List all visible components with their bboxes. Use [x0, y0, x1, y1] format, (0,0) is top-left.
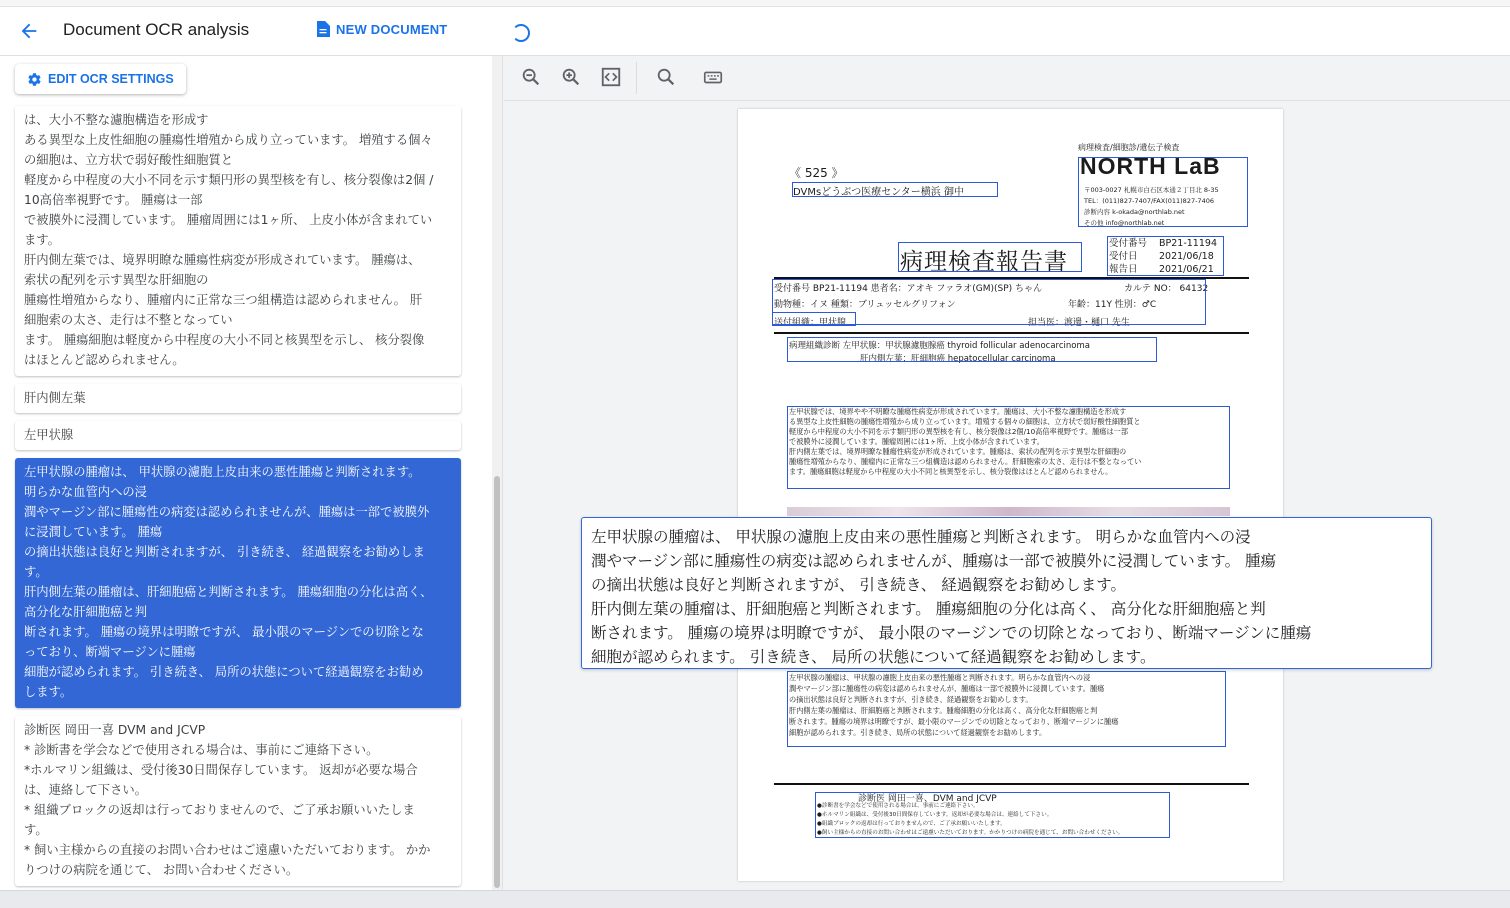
keyboard-icon[interactable] [702, 66, 726, 90]
document-icon [316, 21, 330, 37]
ocr-block[interactable] [15, 384, 461, 413]
ocr-block-line: 潤やマージン部に腫瘍性の病変は認められませんが、腫瘍は一部で被膜外 [24, 505, 430, 519]
zoom-out-icon[interactable] [520, 66, 544, 90]
doctor-in-charge: 担当医：渡邊・樋口 先生 [1028, 318, 1130, 328]
ocr-text-tooltip: 左甲状腺の腫瘤は、 甲状腺の濾胞上皮由来の悪性腫瘍と判断されます。 明らかな血管内への浸 潤やマージン部に腫瘍性の病変は認められませんが、腫瘍は一部で被膜外に浸潤しています。 腫瘍 の摘出状態は良好と判断されますが、 引き続き、 経過観察をお勧めします。 肝内側左葉の腫瘤は、肝細胞癌と判断されます。 腫瘍細胞の分化は高く、 高分化な肝細胞癌と判 断されます。 腫瘍の境界は明瞭ですが、 最小限のマージンでの切除となっており、断端マージンに腫瘍 細胞が認められます。 引き続き、 局所の状態について経過観察をお勧めします。 [581, 517, 1432, 669]
diagnosis-line-2: 肝内側左葉：肝細胞癌 hepatocellular carcinoma [860, 354, 1056, 364]
zoom-in-icon[interactable] [560, 66, 584, 90]
ocr-block-line: 肝内側左葉 [24, 391, 86, 405]
ocr-block-line: * 飼い主様からの直接のお問い合わせはご遠慮いただいております。 かか [24, 843, 431, 857]
ocr-block-line: 左甲状腺 [24, 428, 74, 442]
new-document-label: NEW DOCUMENT [336, 21, 448, 37]
ocr-box[interactable] [787, 337, 1157, 362]
ocr-block-line: の細胞は、立方状で弱好酸性細胞質と [24, 153, 234, 167]
footer-rule [774, 783, 1249, 785]
ocr-block-line: っており、断端マージンに腫瘍 [24, 645, 196, 659]
ocr-block-line: 肝内側左葉の腫瘤は、肝細胞癌と判断されます。 腫瘍細胞の分化は高く、 [24, 585, 433, 599]
footer-notes: ●診断書を学会などで使用される場合は、事前にご連絡下さい。 ●ホルマリン組織は、受付後30日間保存しています。返却が必要な場合は、連絡して下さい。 ●組織ブロックの返却は行っておりませんので、ご了承お願いいたします。 ●飼い主様からの直接のお問い合わせはご遠慮いただいております。かかりつけの病院を通じて、お問い合わせください。 [817, 803, 1124, 836]
ocr-results-panel [0, 56, 503, 890]
ocr-block-line: は、大小不整な濾胞構造を形成す [24, 113, 209, 127]
viewer-toolbar [504, 56, 1510, 101]
ocr-block-list [15, 106, 461, 894]
ocr-block-line: の摘出状態は良好と判断されますが、 引き続き、 経過観察をお勧めしま [24, 545, 425, 559]
ocr-block-line: 高分化な肝細胞癌と判 [24, 605, 147, 619]
tissue-sent: 送付組織：甲状腺 [774, 318, 847, 328]
ocr-block-line: 診断医 岡田一喜 DVM and JCVP [24, 723, 206, 737]
ocr-block-line: *ホルマリン組織は、受付後30日間保存しています。 返却が必要な場合 [24, 763, 418, 777]
report-title: 病理検査報告書 [900, 249, 1068, 275]
status-bar [0, 890, 1510, 908]
meta-values: BP21-11194 2021/06/18 2021/06/21 [1159, 238, 1217, 275]
patient-line-1: 受付番号 BP21-11194 患者名：アオキ ファラオ(GM)(SP) ちゃん [774, 284, 1043, 294]
ocr-block-line: ます。 腫瘍細胞は軽度から中程度の大小不同と核異型を示し、 核分裂像 [24, 333, 425, 347]
ocr-block-line: 肝内側左葉では、境界明瞭な腫瘍性病変が形成されています。 腫瘍は、 [24, 253, 421, 267]
ocr-block-line: 10高倍率視野です。 腫瘍は一部 [24, 193, 203, 207]
edit-ocr-settings-button[interactable] [15, 64, 186, 94]
document-viewer [504, 56, 1510, 890]
ocr-box[interactable] [898, 242, 1082, 272]
ocr-block-line: す。 [24, 823, 48, 837]
patient-rule [774, 332, 1249, 334]
ocr-block-line: します。 [24, 685, 73, 699]
fit-to-width-icon[interactable] [600, 66, 624, 90]
ocr-block[interactable] [15, 106, 461, 376]
ocr-block-line: で被膜外に浸潤しています。 腫瘤周囲には1ヶ所、 上皮小体が含まれてい [24, 213, 433, 227]
new-document-button[interactable] [316, 21, 447, 37]
findings-text: 左甲状腺では、境界やや不明瞭な腫瘍性病変が形成されています。腫瘍は、大小不整な濾胞構造を形成す る異型な上皮性細胞の腫瘍性増殖から成り立っています。増殖する個々の細胞は、立方状で弱好酸性細胞質と 軽度から中程度の大小不同を示す類円形の異型核を有し、核分裂像は2個/10高倍率視野です。腫瘍は一部 で被膜外に浸潤しています。腫瘤周囲には1ヶ所、上皮小体が含まれています。 肝内側左葉では、境界明瞭な腫瘍性病変が形成されています。腫瘍は、索状の配列を示す異型な肝細胞の 腫瘍性増殖からなり、腫瘤内に正常な三つ組構造は認められません。肝細胞索の太さ、走行は不整となってい ます。腫瘍細胞は軽度から中程度の大小不同と核異型を示し、核分裂像はほとんど認められません。 [789, 407, 1142, 476]
document-page [738, 109, 1283, 881]
age-sex: 年齢：11Y 性別：♂C [1068, 300, 1157, 310]
ocr-block[interactable] [15, 716, 461, 886]
ocr-box[interactable] [772, 312, 856, 326]
gear-icon [27, 72, 42, 87]
ocr-block-line: * 組織ブロックの返却は行っておりませんので、ご了承お願いいたしま [24, 803, 415, 817]
toolbar-divider [636, 62, 637, 94]
ocr-box[interactable] [815, 792, 1170, 838]
diagnosis-line-1: 病理組織診断 左甲状腺：甲状腺濾胞腺癌 thyroid follicular adenocarcinoma [789, 341, 1090, 351]
ocr-block-line: りつけの病院を通じて、 お問い合わせください。 [24, 863, 299, 877]
ocr-block-line: 軽度から中程度の大小不同を示す類円形の異型核を有し、核分裂像は2個 / [24, 173, 434, 187]
signature: 診断医 岡田一喜、DVM and JCVP [858, 794, 997, 804]
lab-tag: 病理検査/細胞診/遺伝子検査 [1078, 143, 1180, 152]
app-header [0, 0, 1510, 56]
ocr-block-line: す。 [24, 565, 48, 579]
edit-ocr-settings-label: EDIT OCR SETTINGS [48, 72, 174, 86]
ocr-box[interactable] [1107, 236, 1224, 276]
scrollbar-thumb[interactable] [494, 476, 500, 888]
page-reference: 《 525 》 [789, 166, 844, 180]
ocr-block-line: はほとんど認められません。 [24, 353, 185, 367]
lab-address: 〒003-0027 札幌市白石区本通２丁目北 8-35 TEL：(011)827-7407/FAX(011)827-7406 診断内容 k-okada@northlab.net その他 info@northlab.net [1084, 186, 1219, 227]
patient-line-2: 動物種：イヌ 種類：ブリュッセルグリフォン [774, 300, 956, 310]
ocr-block-line: 細胞が認められます。 引き続き、 局所の状態について経過観察をお勧め [24, 665, 424, 679]
ocr-block-line: 腫瘍性増殖からなり、腫瘤内に正常な三つ組構造は認められません。 肝 [24, 293, 423, 307]
ocr-block-line: 左甲状腺の腫瘤は、 甲状腺の濾胞上皮由来の悪性腫瘍と判断されます。 [24, 465, 421, 479]
search-icon[interactable] [655, 66, 679, 90]
top-strip [0, 0, 1510, 7]
comments-text: 左甲状腺の腫瘤は、甲状腺の濾胞上皮由来の悪性腫瘍と判断されます。明らかな血管内への浸 潤やマージン部に腫瘍性の病変は認められませんが、腫瘍は一部で被膜外に浸潤しています。腫瘍 の摘出状態は良好と判断されますが、引き続き、経過観察をお勧めします。 肝内側左葉の腫瘤は、肝細胞癌と判断されます。腫瘍細胞の分化は高く、高分化な肝細胞癌と判 断されます。腫瘍の境界は明瞭ですが、最小限のマージンでの切除となっており、断端マージンに腫瘍 細胞が認められます。引き続き、局所の状態について経過観察をお勧めします。 [789, 673, 1119, 737]
ocr-block-selected[interactable] [15, 458, 461, 708]
back-arrow-icon[interactable] [16, 20, 42, 42]
ocr-block[interactable] [15, 421, 461, 450]
ocr-block-line: ある異型な上皮性細胞の腫瘍性増殖から成り立っています。 増殖する個々 [24, 133, 433, 147]
ocr-block-line: * 診断書を学会などで使用される場合は、事前にご連絡下さい。 [24, 743, 379, 757]
ocr-block-line: 断されます。 腫瘍の境界は明瞭ですが、 最小限のマージンでの切除とな [24, 625, 424, 639]
meta-labels: 受付番号 受付日 報告日 [1109, 238, 1148, 275]
ocr-block-line: 細胞索の太さ、走行は不整となってい [24, 313, 233, 327]
ocr-box-selected[interactable] [787, 671, 1226, 747]
ocr-block-line: 索状の配列を示す異型な肝細胞の [24, 273, 209, 287]
ocr-block-line: 明らかな血管内への浸 [24, 485, 147, 499]
lab-logo: NORTH LaB [1080, 153, 1221, 179]
ocr-box[interactable] [792, 182, 998, 197]
page-title: Document OCR analysis [63, 20, 250, 39]
karte-number: カルテ NO： 64132 [1124, 284, 1209, 294]
ocr-block-line: は、連絡して下さい。 [24, 783, 147, 797]
loading-spinner-icon [512, 24, 530, 42]
clinic-name: DVMsどうぶつ医療センター横浜 御中 [793, 187, 964, 198]
histology-image [787, 507, 1230, 516]
ocr-box[interactable] [787, 406, 1230, 489]
ocr-block-line: に浸潤しています。 腫瘍 [24, 525, 163, 539]
ocr-block-line: ます。 [24, 233, 60, 247]
